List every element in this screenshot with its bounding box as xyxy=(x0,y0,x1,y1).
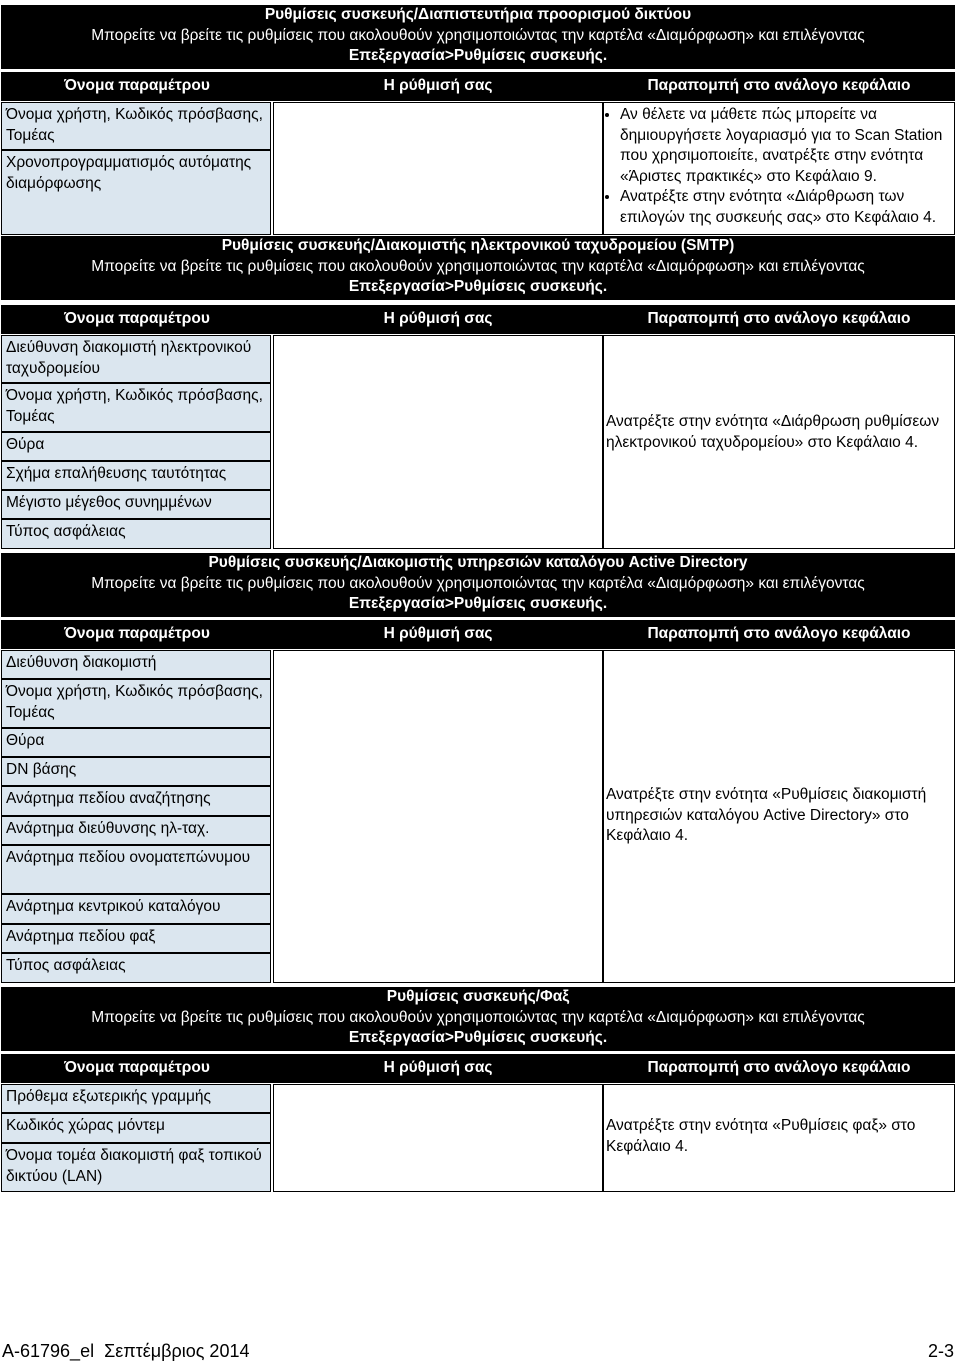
section-title: Ρυθμίσεις συσκευής/Διακομιστής ηλεκτρονικού ταχυδρομείου (SMTP) xyxy=(221,237,735,254)
section-subtitle-path: Επεξεργασία>Ρυθμίσεις συσκευής. xyxy=(348,595,608,612)
column-header-name: Όνομα παραμέτρου xyxy=(64,77,210,94)
setting-value-cell[interactable] xyxy=(273,335,603,549)
column-header-reference: Παραπομπή στο ανάλογο κεφάλαιο xyxy=(647,310,911,327)
column-header-reference: Παραπομπή στο ανάλογο κεφάλαιο xyxy=(647,1059,911,1076)
section-header-network-credentials xyxy=(1,5,955,69)
param-cell: Πρόθεμα εξωτερικής γραμμής xyxy=(1,1084,271,1113)
setting-value-cell[interactable] xyxy=(273,102,603,235)
section-header-smtp xyxy=(1,236,955,300)
column-header-setting: Η ρύθμισή σας xyxy=(383,625,493,642)
reference-bullet: • Αν θέλετε να μάθετε πώς μπορείτε να δημιουργήσετε λογαριασμό για το Scan Station που χρησιμοποιείτε, ανατρέξτε στην ενότητα «Άριστες πρακτικές» στο Κεφάλαιο 9. xyxy=(620,105,952,187)
footer-page-number: 2-3 xyxy=(927,1341,954,1361)
param-cell: DN βάσης xyxy=(1,757,271,786)
section-subtitle: Μπορείτε να βρείτε τις ρυθμίσεις που ακολουθούν χρησιμοποιώντας την καρτέλα «Διαμόρφωση» και επιλέγοντας xyxy=(91,257,865,275)
section-header-fax xyxy=(1,987,955,1051)
reference-cell xyxy=(603,335,955,549)
reference-text: Ανατρέξτε στην ενότητα «Διάρθρωση ρυθμίσεων ηλεκτρονικού ταχυδρομείου» στο Κεφάλαιο 4. xyxy=(606,413,940,451)
table-smtp xyxy=(1,335,955,549)
column-header-setting: Η ρύθμισή σας xyxy=(383,310,493,327)
section-header-active-directory xyxy=(1,553,955,617)
param-cell: Διεύθυνση διακομιστή ηλεκτρονικού ταχυδρομείου xyxy=(1,335,271,383)
column-header-row xyxy=(1,305,955,334)
footer-doc-id: A-61796_el Σεπτέμβριος 2014 xyxy=(2,1341,250,1361)
section-title: Ρυθμίσεις συσκευής/Φαξ xyxy=(386,988,570,1005)
section-subtitle: Μπορείτε να βρείτε τις ρυθμίσεις που ακολουθούν χρησιμοποιώντας την καρτέλα «Διαμόρφωση» και επιλέγοντας xyxy=(91,1008,865,1026)
param-cell: Χρονοπρογραμματισμός αυτόματης διαμόρφωσης xyxy=(1,150,271,235)
param-cell: Ανάρτημα πεδίου αναζήτησης xyxy=(1,786,271,816)
param-cell: Μέγιστο μέγεθος συνημμένων xyxy=(1,490,271,519)
reference-list xyxy=(606,105,952,228)
section-subtitle: Μπορείτε να βρείτε τις ρυθμίσεις που ακολουθούν χρησιμοποιώντας την καρτέλα «Διαμόρφωση» και επιλέγοντας xyxy=(91,574,865,592)
param-cell: Ανάρτημα πεδίου ονοματεπώνυμου xyxy=(1,845,271,894)
table-network-credentials xyxy=(1,102,955,235)
param-cell: Σχήμα επαλήθευσης ταυτότητας xyxy=(1,461,271,490)
param-cell: Όνομα χρήστη, Κωδικός πρόσβασης, Τομέας xyxy=(1,383,271,432)
table-active-directory xyxy=(1,650,955,983)
reference-cell xyxy=(603,1084,955,1192)
column-header-name: Όνομα παραμέτρου xyxy=(64,310,210,327)
column-header-row xyxy=(1,72,955,101)
column-header-setting: Η ρύθμισή σας xyxy=(383,1059,493,1076)
param-cell: Ανάρτημα διεύθυνσης ηλ-ταχ. xyxy=(1,816,271,845)
table-fax xyxy=(1,1084,955,1192)
column-header-name: Όνομα παραμέτρου xyxy=(64,1059,210,1076)
param-cell: Τύπος ασφάλειας xyxy=(1,519,271,549)
column-header-name: Όνομα παραμέτρου xyxy=(64,625,210,642)
section-subtitle-path: Επεξεργασία>Ρυθμίσεις συσκευής. xyxy=(348,278,608,295)
section-subtitle: Μπορείτε να βρείτε τις ρυθμίσεις που ακολουθούν χρησιμοποιώντας την καρτέλα «Διαμόρφωση» και επιλέγοντας xyxy=(91,26,865,44)
reference-cell xyxy=(603,650,955,983)
param-cell: Κωδικός χώρας μόντεμ xyxy=(1,1113,271,1143)
param-cell: Θύρα xyxy=(1,728,271,757)
reference-bullet: • Ανατρέξτε στην ενότητα «Διάρθρωση των επιλογών της συσκευής σας» στο Κεφάλαιο 4. xyxy=(620,187,952,228)
param-cell: Τύπος ασφάλειας xyxy=(1,953,271,983)
column-header-reference: Παραπομπή στο ανάλογο κεφάλαιο xyxy=(647,625,911,642)
section-title: Ρυθμίσεις συσκευής/Διαπιστευτήρια προορισμού δικτύου xyxy=(264,6,692,23)
setting-value-cell[interactable] xyxy=(273,1084,603,1192)
section-subtitle-path: Επεξεργασία>Ρυθμίσεις συσκευής. xyxy=(348,47,608,64)
param-cell: Ανάρτημα πεδίου φαξ xyxy=(1,924,271,953)
reference-text: Ανατρέξτε στην ενότητα «Ρυθμίσεις διακομιστή υπηρεσιών καταλόγου Active Directory» στο Κεφάλαιο 4. xyxy=(606,786,927,844)
param-cell: Διεύθυνση διακομιστή xyxy=(1,650,271,679)
param-cell: Ανάρτημα κεντρικού καταλόγου xyxy=(1,894,271,924)
param-cell: Όνομα τομέα διακομιστή φαξ τοπικού δικτύου (LAN) xyxy=(1,1143,271,1192)
column-header-reference: Παραπομπή στο ανάλογο κεφάλαιο xyxy=(647,77,911,94)
reference-cell xyxy=(603,102,955,235)
param-cell: Όνομα χρήστη, Κωδικός πρόσβασης, Τομέας xyxy=(1,679,271,728)
column-header-row xyxy=(1,1054,955,1083)
column-header-row xyxy=(1,620,955,649)
setting-value-cell[interactable] xyxy=(273,650,603,983)
param-cell: Όνομα χρήστη, Κωδικός πρόσβασης, Τομέας xyxy=(1,102,271,150)
section-subtitle-path: Επεξεργασία>Ρυθμίσεις συσκευής. xyxy=(348,1029,608,1046)
section-title: Ρυθμίσεις συσκευής/Διακομιστής υπηρεσιών καταλόγου Active Directory xyxy=(208,554,748,571)
param-cell: Θύρα xyxy=(1,432,271,461)
column-header-setting: Η ρύθμισή σας xyxy=(383,77,493,94)
reference-text: Ανατρέξτε στην ενότητα «Ρυθμίσεις φαξ» στο Κεφάλαιο 4. xyxy=(606,1117,916,1155)
